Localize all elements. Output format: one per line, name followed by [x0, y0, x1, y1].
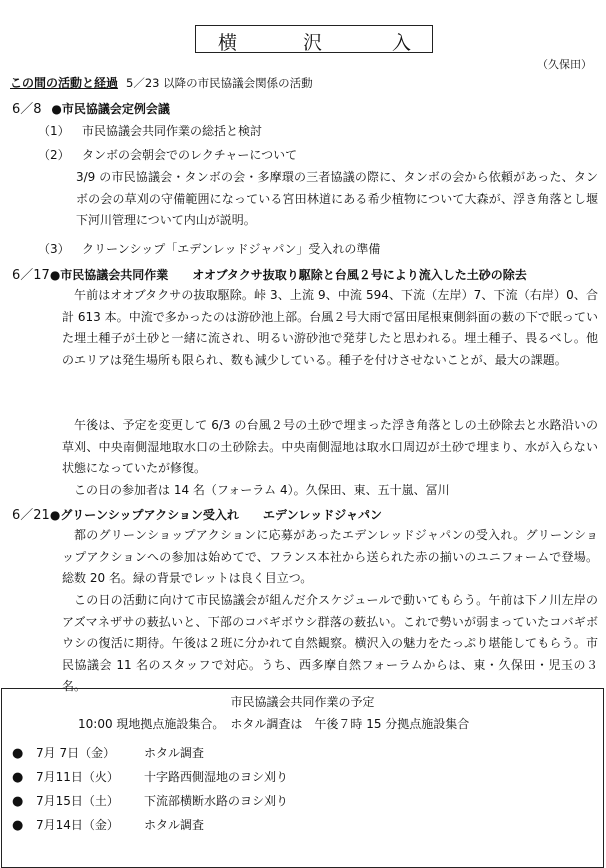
entry-title: ●グリーンシップアクション受入れ エデンレッドジャパン [49, 508, 383, 522]
entry-header [12, 98, 170, 117]
schedule-date: 7月11日（火） [36, 770, 119, 784]
entry-paragraph: 午後は、予定を変更して 6/3 の台風２号の土砂で埋まった浮き角落としの土砂除去と水路沿いの草刈、中央南側湿地取水口の土砂除去。中央南側湿地は取水口周辺が土砂で埋まり、水が入らない状態になっていたが修復。 [62, 418, 598, 475]
item-number: （3） [38, 242, 70, 256]
schedule-item [12, 768, 288, 785]
section-title: この間の活動と経過 [10, 76, 119, 90]
list-item [38, 122, 262, 139]
schedule-date: 7月15日（土） [36, 794, 119, 808]
entry-paragraph: この日の活動に向けて市民協議会が組んだ介スケジュールで動いてもらう。午前は下ノ川左岸のアズマネザサの薮払いと、下部のコバギボウシ群落の薮払い。これで勢いが弱まっていたコバギボウシの復活に期待。午後は２班に分かれて自然観察。横沢入の魅力をたっぷり堪能してもらう。市民協議会 11 名のスタッフで対応。うち、西多摩自然フォーラムからは、東・久保田・児玉の３名。 [62, 593, 598, 693]
schedule-date: 7月14日（金） [36, 818, 119, 832]
schedule-title: 市民協議会共同作業の予定 [230, 695, 375, 709]
schedule-task: ホタル調査 [144, 746, 205, 760]
title-box [195, 25, 433, 53]
schedule-item [12, 816, 204, 833]
bullet-icon: ● [12, 818, 24, 833]
item-text: クリーンシップ「エデンレッドジャパン」受入れの準備 [82, 242, 381, 256]
entry-title: ●市民協議会共同作業 オオブタクサ抜取り駆除と台風２号により流入した土砂の除去 [49, 268, 527, 282]
title-char: 沢 [303, 32, 323, 54]
entry-paragraph: 都のグリーンショップアクションに応募があったエデンレッドジャパンの受入れ。グリーンショップアクションへの参加は始めてで、フランス本社から送られた赤の揃いのユニフォームで登場。総数 20 名。緑の背景でレットは良く目立つ。 [62, 528, 598, 585]
list-item [38, 146, 297, 163]
entry-paragraph: この日の参加者は 14 名（フォーラム 4）。久保田、東、五十嵐、冨川 [74, 483, 450, 497]
author-name: （久保田） [537, 58, 592, 71]
item-number: （2） [38, 148, 70, 162]
title-char: 横 [218, 32, 238, 54]
bullet-icon: ● [12, 794, 24, 809]
schedule-task: 十字路西側湿地のヨシ刈り [144, 770, 289, 784]
entry-header [12, 504, 382, 523]
entry-date: 6／21 [12, 508, 50, 523]
item-number: （1） [38, 124, 70, 138]
item-text: タンボの会朝会でのレクチャーについて [82, 148, 298, 162]
section-heading [10, 74, 313, 91]
bullet-icon: ● [12, 746, 24, 761]
schedule-subtitle: 10:00 現地拠点施設集合。 ホタル調査は 午後７時 15 分拠点施設集合 [78, 717, 470, 731]
schedule-task: 下流部横断水路のヨシ刈り [144, 794, 289, 808]
schedule-date: 7月 7日（金） [36, 746, 116, 760]
schedule-item [12, 744, 204, 761]
section-subtitle: 5／23 以降の市民協議会関係の活動 [126, 76, 313, 90]
bullet-icon: ● [12, 770, 24, 785]
title-char: 入 [392, 32, 412, 54]
schedule-box [1, 688, 604, 868]
entry-header [12, 264, 527, 283]
entry-date: 6／8 [12, 102, 42, 117]
item-text: 市民協議会共同作業の総括と検討 [82, 124, 263, 138]
entry-date: 6／17 [12, 268, 50, 283]
schedule-task: ホタル調査 [144, 818, 205, 832]
list-item [38, 240, 380, 257]
item-body: 3/9 の市民協議会・タンボの会・多摩環の三者協議の際に、タンボの会から依頼があった、タンボの会の草刈の守備範囲になっている宮田林道にある希少植物について大森が、浮き角落とし堰下河川管理について内山が説明。 [76, 170, 598, 227]
entry-paragraph: 午前はオオブタクサの抜取駆除。峠 3、上流 9、中流 594、下流（左岸）7、下流（右岸）0、合計 613 本。中流で多かったのは游砂池上部。台風２号大雨で冨田尾根東側斜面の薮の下で眠っていた埋土種子が土砂と一緒に流され、明るい游砂池で発芽したと思われる。埋土種子、畏るべし。他のエリアは発生場所も限られ、数も減少している。種子を付けさせないことが、最大の課題。 [62, 288, 598, 367]
entry-title: ●市民協議会定例会議 [51, 102, 170, 116]
schedule-item [12, 792, 288, 809]
